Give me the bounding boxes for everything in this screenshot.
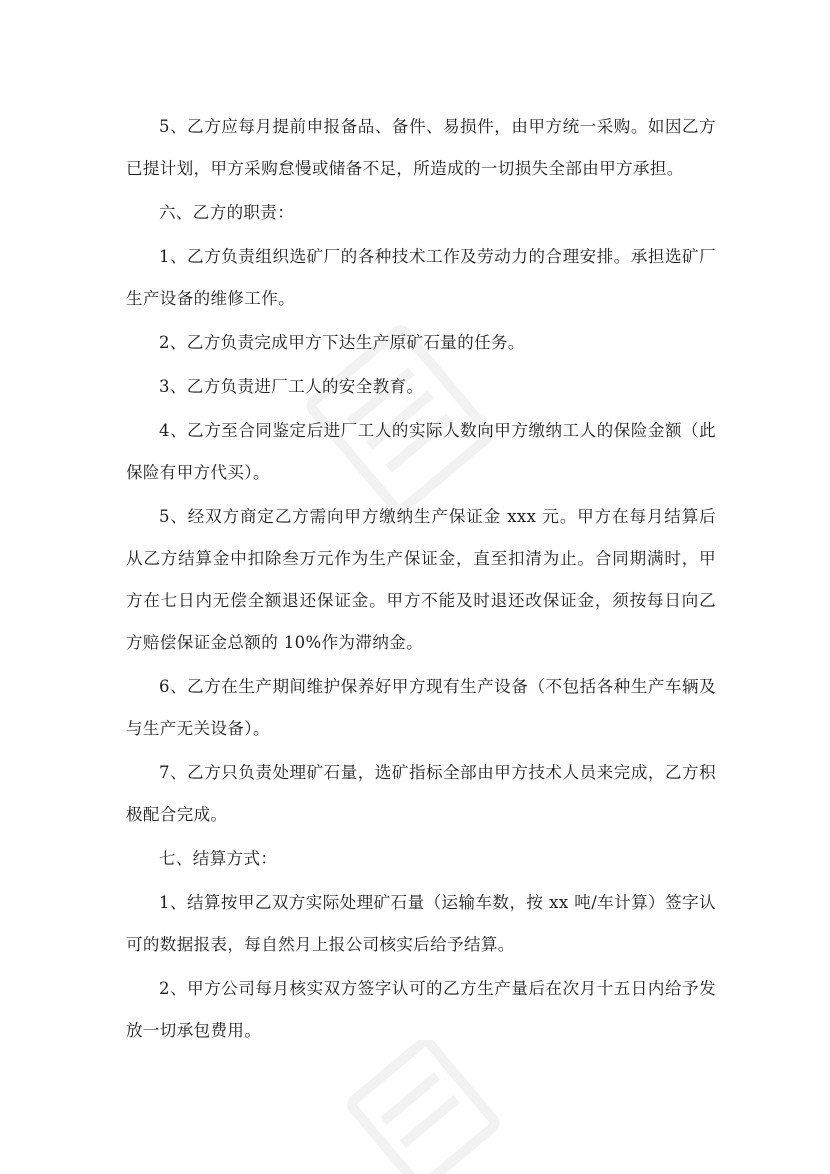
paragraph-7-1: 1、结算按甲乙双方实际处理矿石量（运输车数，按 xx 吨/车计算）签字认可的数据报表，每自然月上报公司核实后给予结算。 xyxy=(126,893,716,954)
paragraph-6-2: 2、乙方负责完成甲方下达生产原矿石量的任务。 xyxy=(159,333,525,352)
paragraph-5-spare-parts: 5、乙方应每月提前申报备品、备件、易损件，由甲方统一采购。如因乙方已提计划，甲方采购怠慢或储备不足，所造成的一切损失全部由甲方承担。 xyxy=(126,117,716,178)
document-body xyxy=(126,106,716,1054)
heading-section-6: 六、乙方的职责： xyxy=(159,203,295,222)
watermark-logo-bottom xyxy=(340,1040,500,1174)
paragraph-6-7: 7、乙方只负责处理矿石量，选矿指标全部由甲方技术人员来完成，乙方积极配合完成。 xyxy=(126,763,716,824)
paragraph-6-6: 6、乙方在生产期间维护保养好甲方现有生产设备（不包括各种生产车辆及与生产无关设备）。 xyxy=(126,677,716,738)
paragraph-6-5: 5、经双方商定乙方需向甲方缴纳生产保证金 xxx 元。甲方在每月结算后从乙方结算金中扣除叁万元作为生产保证金，直至扣清为止。合同期满时，甲方在七日内无偿全额退还保证金。甲方不能及时退还改保证金，须按每日向乙方赔偿保证金总额的 10%作为滞纳金。 xyxy=(126,507,716,652)
paragraph-6-1: 1、乙方负责组织选矿厂的各种技术工作及劳动力的合理安排。承担选矿厂生产设备的维修工作。 xyxy=(126,247,716,308)
paragraph-6-3: 3、乙方负责进厂工人的安全教育。 xyxy=(159,377,424,396)
paragraph-7-2: 2、甲方公司每月核实双方签字认可的乙方生产量后在次月十五日内给予发放一切承包费用。 xyxy=(126,979,716,1040)
heading-section-7: 七、结算方式： xyxy=(159,849,278,868)
paragraph-6-4: 4、乙方至合同鉴定后进厂工人的实际人数向甲方缴纳工人的保险金额（此保险有甲方代买）。 xyxy=(126,421,716,482)
